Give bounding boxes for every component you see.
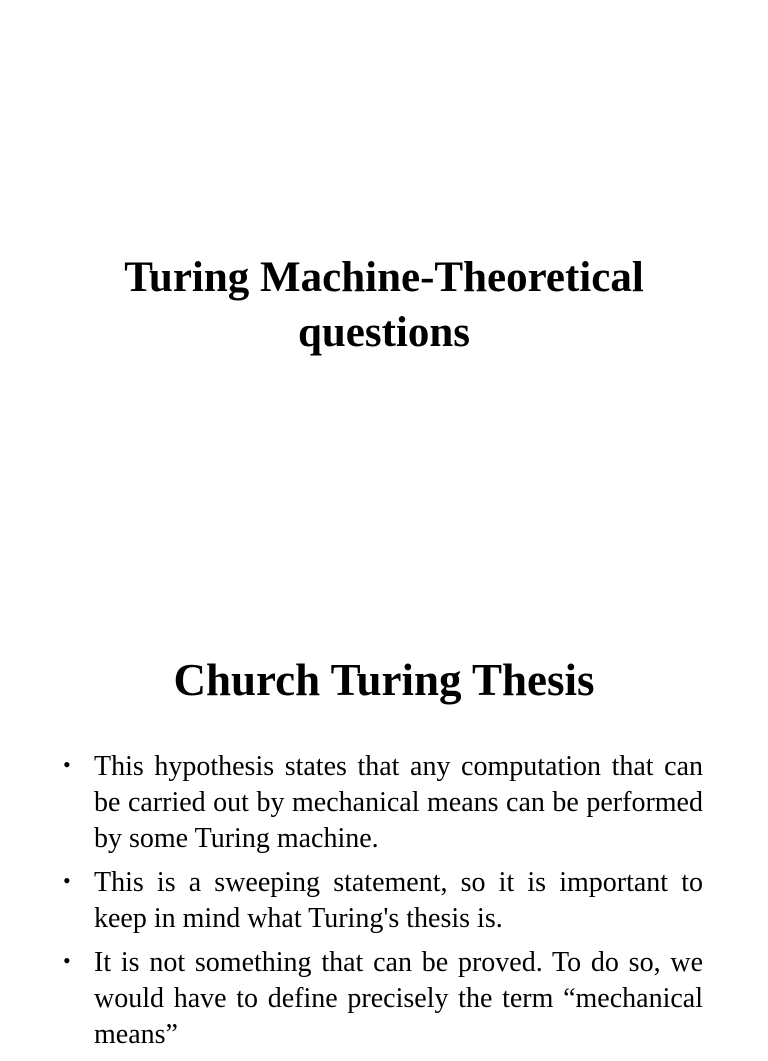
- bullet-text: It is not something that can be proved. To do so, we would have to define precisely the term “mechanical means”: [94, 947, 703, 1050]
- bullet-list: [63, 749, 703, 1061]
- bullet-icon: •: [63, 948, 71, 973]
- bullet-item: [63, 865, 703, 937]
- slide-church-turing-thesis: [0, 576, 768, 1050]
- bullet-text: This hypothesis states that any computation that can be carried out by mechanical means can be performed by some Turing machine.: [94, 751, 703, 854]
- bullet-text: This is a sweeping statement, so it is important to keep in mind what Turing's thesis is.: [94, 867, 703, 934]
- bullet-item: [63, 945, 703, 1053]
- bullet-icon: •: [63, 752, 71, 777]
- bullet-item: [63, 749, 703, 857]
- bullet-icon: •: [63, 868, 71, 893]
- slide-heading: Church Turing Thesis: [173, 655, 595, 705]
- slide-title-heading: Turing Machine-Theoretical questions: [124, 254, 644, 356]
